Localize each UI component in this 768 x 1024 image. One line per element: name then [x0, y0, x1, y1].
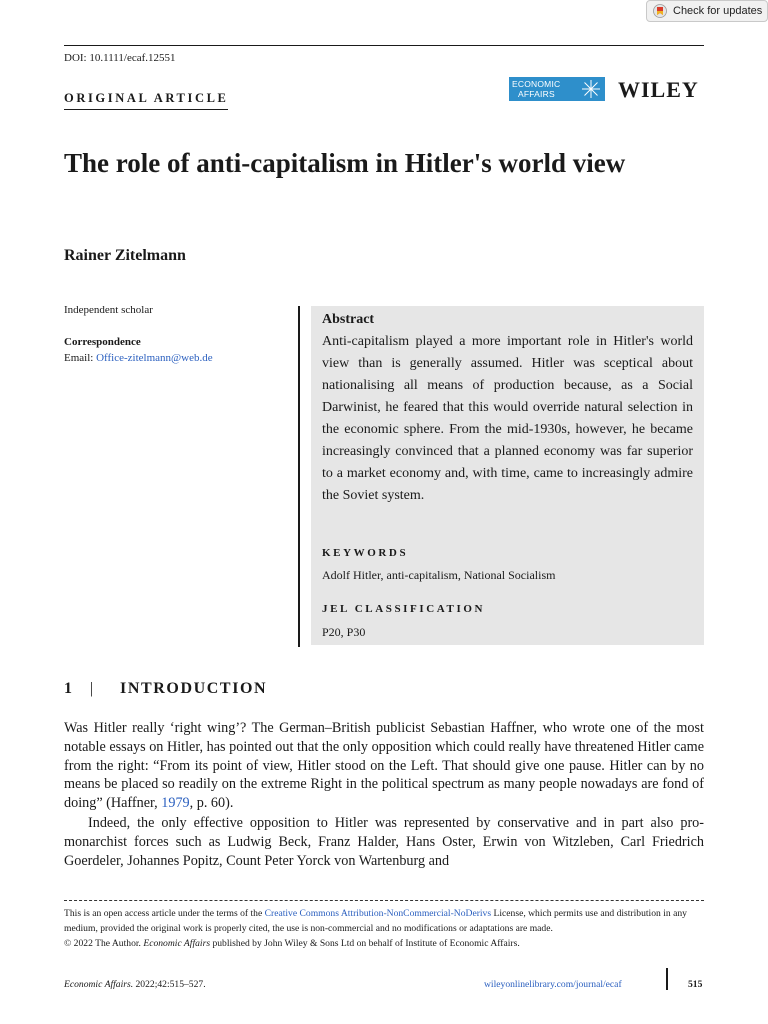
- journal-logo: [509, 77, 605, 101]
- footer-citation: [64, 979, 206, 990]
- abstract-divider: [298, 306, 300, 647]
- jel-classification: P20, P30: [322, 625, 366, 639]
- publisher-logo: WILEY: [618, 77, 699, 102]
- copyright-prefix: © 2022 The Author.: [64, 937, 144, 949]
- section-number: 1: [64, 680, 72, 697]
- footer-journal-link[interactable]: wileyonlinelibrary.com/journal/ecaf: [484, 979, 622, 990]
- article-type: ORIGINAL ARTICLE: [64, 91, 228, 110]
- abstract-heading: Abstract: [322, 312, 375, 327]
- citation-link-1979[interactable]: 1979: [161, 795, 190, 812]
- article-title: The role of anti-capitalism in Hitler's world view: [64, 148, 626, 178]
- header-rule: [64, 45, 704, 46]
- license-notice: [64, 907, 704, 951]
- abstract-text: Anti-capitalism played a more important role in Hitler's world view than is generally assumed. Hitler was sceptical about nationalising all means of production because, as a Social Darwinist, he feared that this would override natural selection in the economic sphere. From the mid-1930s, however, he became increasingly convinced that a planned economy was far superior to a market economy and, with time, came to increasingly admire the Soviet system.: [322, 334, 693, 503]
- footnote-divider: [64, 900, 704, 901]
- journal-logo-line1: ECONOMIC: [512, 79, 561, 89]
- crossmark-icon: [653, 4, 667, 18]
- affiliation: Independent scholar: [64, 304, 153, 316]
- correspondence-email: [64, 352, 213, 364]
- keywords-heading: KEYWORDS: [322, 547, 409, 559]
- license-suffix: License, which permits use and distribution in any medium, provided the original work is properly cited, the use is non-commercial and no modifications or adaptations are made.: [64, 908, 687, 934]
- body-paragraph-2: Indeed, the only effective opposition to Hitler was represented by conservative and in part also pro-monarchist forces such as Ludwig Beck, Franz Halder, Hans Oster, Erwin von Witzleben, Carl Friedrich Goerdeler, Johannes Popitz, Count Peter Yorck von Wartenburg and: [64, 815, 704, 869]
- journal-logo-line2: AFFAIRS: [518, 89, 555, 99]
- correspondence-heading: Correspondence: [64, 336, 141, 348]
- footer-divider: [666, 968, 668, 990]
- doi: DOI: 10.1111/ecaf.12551: [64, 52, 176, 64]
- footer-journal: Economic Affairs.: [64, 979, 134, 990]
- copyright-suffix: published by John Wiley & Sons Ltd on behalf of Institute of Economic Affairs.: [210, 937, 520, 949]
- paragraph-1-tail: , p. 60).: [189, 795, 234, 812]
- paragraph-1-text: Was Hitler really ‘right wing’? The German–British publicist Sebastian Haffner, who wrote one of the most notable essays on Hitler, has pointed out that the only opposition which could really have threatened Hitler came from the right: “From its point of view, Hitler stood on the Left. That should give one pause. Hitler can by no means be placed so readily on the extreme Right in the political spectrum as many people nowadays are fond of doing” (Haffner,: [64, 720, 704, 812]
- email-prefix: Email:: [64, 352, 97, 364]
- license-prefix: This is an open access article under the terms of the: [64, 908, 265, 919]
- copyright-journal: Economic Affairs: [143, 937, 211, 949]
- section-heading: [64, 680, 267, 698]
- email-link[interactable]: Office-zitelmann@web.de: [96, 352, 213, 364]
- license-link[interactable]: Creative Commons Attribution-NonCommercial-NoDerivs: [264, 908, 492, 919]
- check-for-updates-button[interactable]: [646, 0, 768, 22]
- starburst-icon: [581, 79, 601, 101]
- footer-volume: 2022;42:515–527.: [133, 979, 206, 990]
- section-separator: |: [90, 680, 94, 697]
- body-paragraph-1: [64, 719, 704, 813]
- section-title: INTRODUCTION: [120, 680, 268, 697]
- keywords: Adolf Hitler, anti-capitalism, National Socialism: [322, 568, 556, 582]
- check-for-updates-label: Check for updates: [673, 5, 763, 17]
- page-number: 515: [688, 979, 703, 990]
- jel-heading: JEL CLASSIFICATION: [322, 603, 486, 615]
- author-name: Rainer Zitelmann: [64, 247, 186, 264]
